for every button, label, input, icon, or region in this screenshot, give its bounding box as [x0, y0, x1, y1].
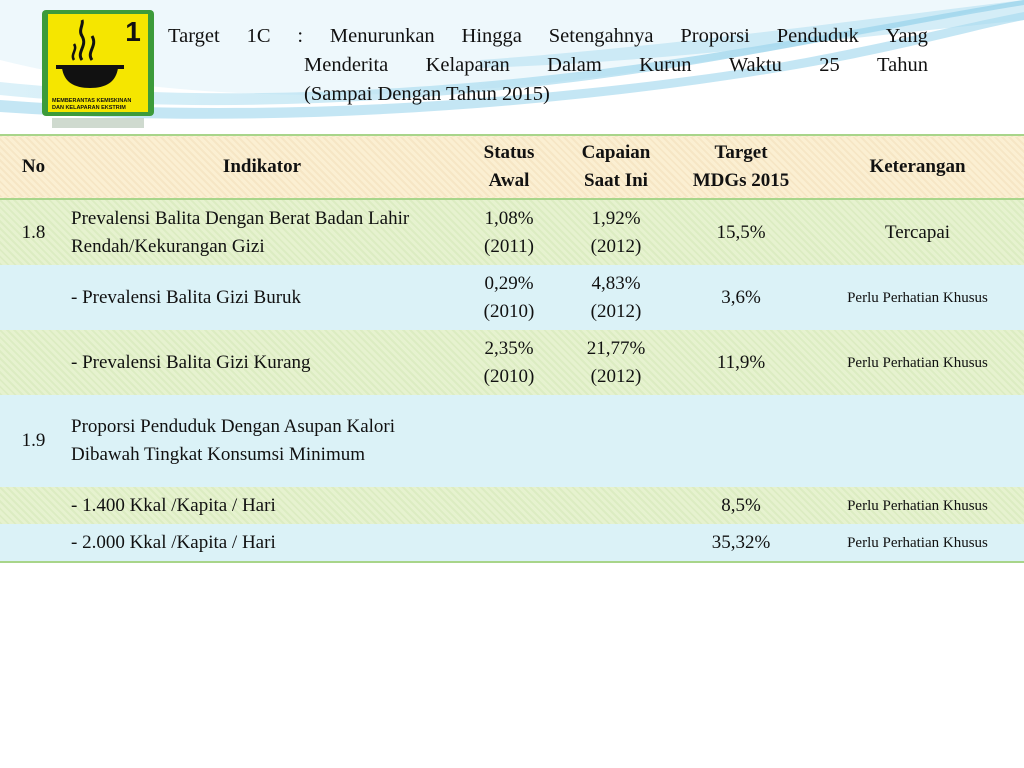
cell-capaian — [561, 524, 671, 562]
cell-indikator: - 1.400 Kkal /Kapita / Hari — [71, 494, 276, 516]
table-row — [0, 524, 1024, 562]
header-indikator: Indikator — [222, 156, 302, 177]
header-status-awal: Status Awal — [483, 142, 535, 191]
slide-title — [168, 22, 928, 109]
header-no: No — [21, 156, 46, 177]
cell-indikator: - Prevalensi Balita Gizi Buruk — [71, 286, 302, 308]
cell-status-awal: 2,35% (2010) — [483, 337, 535, 387]
header-capaian: Capaian Saat Ini — [581, 142, 651, 191]
table-row — [0, 199, 1024, 265]
cell-keterangan: Perlu Perhatian Khusus — [847, 534, 988, 551]
cell-no: 1.9 — [21, 430, 46, 451]
cell-target: 11,9% — [716, 351, 766, 373]
cell-status-awal: 0,29% (2010) — [483, 272, 535, 322]
cell-target — [671, 395, 811, 487]
cell-keterangan: Perlu Perhatian Khusus — [847, 497, 988, 514]
table-row — [0, 487, 1024, 524]
svg-text:MEMBERANTAS KEMISKINAN: MEMBERANTAS KEMISKINAN — [52, 98, 132, 104]
table-row — [0, 395, 1024, 487]
cell-capaian: 1,92% (2012) — [590, 207, 642, 257]
cell-status-awal — [457, 487, 561, 524]
mdg-goal-1-logo — [40, 8, 158, 132]
cell-target: 15,5% — [716, 221, 766, 243]
cell-keterangan — [811, 395, 1024, 487]
title-line-3: (Sampai Dengan Tahun 2015) — [304, 83, 550, 105]
indicator-table — [0, 134, 1024, 563]
cell-no — [0, 330, 67, 395]
table-row — [0, 330, 1024, 395]
table-header-row — [0, 135, 1024, 199]
cell-indikator: - Prevalensi Balita Gizi Kurang — [71, 351, 311, 373]
cell-keterangan: Tercapai — [884, 221, 951, 243]
cell-status-awal — [457, 395, 561, 487]
table-row — [0, 265, 1024, 330]
cell-no — [0, 265, 67, 330]
cell-no: 1.8 — [21, 221, 46, 243]
svg-text:DAN KELAPARAN EKSTRIM: DAN KELAPARAN EKSTRIM — [52, 105, 126, 111]
cell-capaian — [561, 487, 671, 524]
cell-capaian: 21,77% (2012) — [586, 337, 646, 387]
cell-keterangan: Perlu Perhatian Khusus — [847, 354, 988, 371]
cell-status-awal — [457, 524, 561, 562]
title-line-2: Menderita Kelaparan Dalam Kurun Waktu 25 Tahun — [304, 54, 928, 76]
cell-indikator: Prevalensi Balita Dengan Berat Badan Lahir Rendah/Kekurangan Gizi — [71, 207, 410, 257]
cell-target: 3,6% — [721, 286, 761, 308]
cell-status-awal: 1,08% (2011) — [484, 207, 534, 257]
cell-keterangan: Perlu Perhatian Khusus — [847, 289, 988, 306]
title-line-1: Target 1C : Menurunkan Hingga Setengahnya Proporsi Penduduk Yang — [168, 25, 928, 47]
cell-indikator: Proporsi Penduduk Dengan Asupan Kalori Dibawah Tingkat Konsumsi Minimum — [71, 416, 396, 465]
cell-no — [0, 524, 67, 562]
cell-capaian — [561, 395, 671, 487]
cell-capaian: 4,83% (2012) — [590, 272, 642, 322]
cell-no — [0, 487, 67, 524]
cell-target: 8,5% — [721, 494, 761, 516]
cell-indikator: - 2.000 Kkal /Kapita / Hari — [71, 531, 276, 553]
header-target: Target MDGs 2015 — [692, 142, 790, 191]
logo-number: 1 — [125, 16, 141, 47]
cell-target: 35,32% — [711, 531, 771, 553]
header-keterangan: Keterangan — [869, 156, 966, 177]
